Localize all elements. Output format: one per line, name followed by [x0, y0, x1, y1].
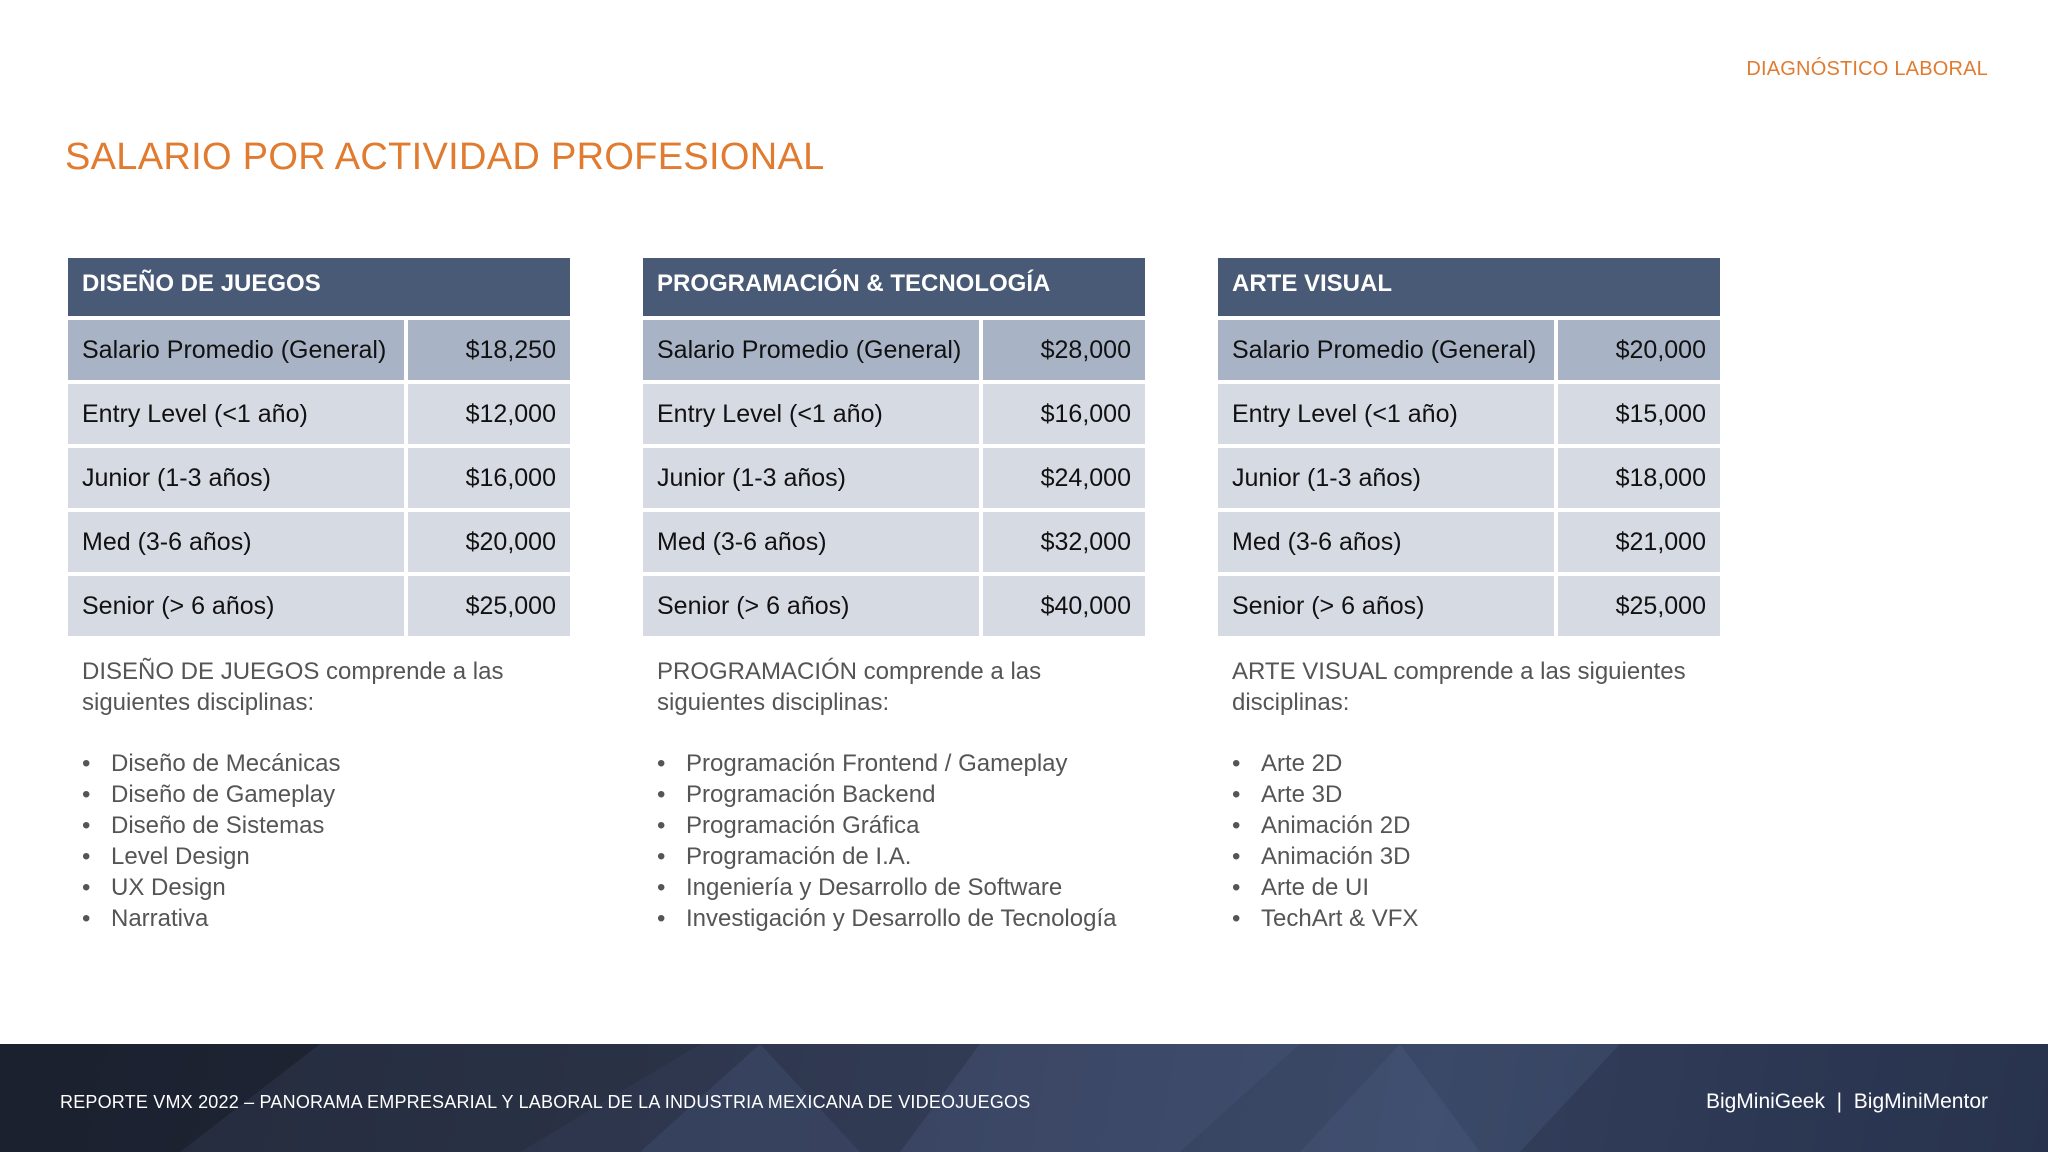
row-label: Med (3-6 años) — [1218, 512, 1554, 572]
row-value: $16,000 — [983, 384, 1145, 444]
list-item — [82, 841, 570, 872]
row-label: Salario Promedio (General) — [68, 320, 404, 380]
bullet-icon: • — [657, 905, 666, 932]
column-diseno-de-juegos — [68, 258, 570, 934]
list-item — [1232, 810, 1720, 841]
row-label: Med (3-6 años) — [643, 512, 979, 572]
list-item — [657, 810, 1145, 841]
bullet-icon: • — [1232, 781, 1241, 808]
report-title: REPORTE VMX 2022 – PANORAMA EMPRESARIAL Y LABORAL DE LA INDUSTRIA MEXICANA DE VIDEOJUEGOS — [60, 1092, 1031, 1112]
description-intro: DISEÑO DE JUEGOS comprende a las siguientes disciplinas: — [82, 658, 504, 716]
table-row — [1218, 448, 1720, 508]
list-item — [657, 748, 1145, 779]
bullet-icon: • — [1232, 812, 1241, 839]
row-value: $25,000 — [408, 576, 570, 636]
row-label: Junior (1-3 años) — [643, 448, 979, 508]
bullet-icon: • — [82, 781, 91, 808]
table-row — [1218, 576, 1720, 636]
column-arte-visual — [1218, 258, 1720, 934]
list-item — [82, 748, 570, 779]
row-value: $40,000 — [983, 576, 1145, 636]
bullet-icon: • — [82, 750, 91, 777]
table-row — [68, 512, 570, 572]
row-value: $20,000 — [408, 512, 570, 572]
table-row — [643, 576, 1145, 636]
bullet-icon: • — [1232, 750, 1241, 777]
row-label: Entry Level (<1 año) — [68, 384, 404, 444]
list-item-label: Investigación y Desarrollo de Tecnología — [686, 905, 1117, 932]
row-label: Junior (1-3 años) — [68, 448, 404, 508]
discipline-description — [643, 656, 1145, 934]
row-value: $15,000 — [1558, 384, 1720, 444]
list-item-label: Animación 3D — [1261, 843, 1411, 870]
bullet-icon: • — [1232, 874, 1241, 901]
list-item-label: Diseño de Mecánicas — [111, 750, 341, 777]
list-item — [657, 779, 1145, 810]
table-row — [1218, 512, 1720, 572]
row-value: $18,000 — [1558, 448, 1720, 508]
description-intro: PROGRAMACIÓN comprende a las siguientes disciplinas: — [657, 658, 1042, 716]
discipline-description — [68, 656, 570, 934]
bullet-icon: • — [82, 905, 91, 932]
row-label: Salario Promedio (General) — [643, 320, 979, 380]
bullet-icon: • — [82, 874, 91, 901]
list-item-label: Arte 2D — [1261, 750, 1343, 777]
list-item — [82, 779, 570, 810]
list-item-label: Diseño de Sistemas — [111, 812, 325, 839]
column-header: PROGRAMACIÓN & TECNOLOGÍA — [643, 258, 1145, 316]
bullet-icon: • — [657, 843, 666, 870]
list-item-label: Programación de I.A. — [686, 843, 912, 870]
list-item-label: Programación Gráfica — [686, 812, 920, 839]
list-item — [657, 903, 1145, 934]
column-programacion-tecnologia — [643, 258, 1145, 934]
row-value: $21,000 — [1558, 512, 1720, 572]
discipline-list — [657, 748, 1145, 934]
bullet-icon: • — [657, 781, 666, 808]
table-row — [68, 448, 570, 508]
list-item-label: Diseño de Gameplay — [111, 781, 336, 808]
list-item-label: Ingeniería y Desarrollo de Software — [686, 874, 1063, 901]
row-label: Med (3-6 años) — [68, 512, 404, 572]
table-row — [68, 320, 570, 380]
row-value: $25,000 — [1558, 576, 1720, 636]
row-label: Junior (1-3 años) — [1218, 448, 1554, 508]
bullet-icon: • — [657, 874, 666, 901]
list-item — [657, 841, 1145, 872]
table-row — [1218, 320, 1720, 380]
list-item — [1232, 872, 1720, 903]
table-row — [643, 448, 1145, 508]
bullet-icon: • — [657, 750, 666, 777]
list-item-label: Narrativa — [111, 905, 209, 932]
bullet-icon: • — [1232, 843, 1241, 870]
row-label: Entry Level (<1 año) — [643, 384, 979, 444]
page-title: SALARIO POR ACTIVIDAD PROFESIONAL — [65, 136, 825, 178]
list-item — [1232, 903, 1720, 934]
row-label: Senior (> 6 años) — [1218, 576, 1554, 636]
list-item-label: TechArt & VFX — [1261, 905, 1419, 932]
list-item — [657, 872, 1145, 903]
column-header: DISEÑO DE JUEGOS — [68, 258, 570, 316]
list-item-label: Animación 2D — [1261, 812, 1411, 839]
table-row — [68, 384, 570, 444]
table-row — [1218, 384, 1720, 444]
bullet-icon: • — [657, 812, 666, 839]
list-item — [82, 903, 570, 934]
brand-credit: BigMiniGeek | BigMiniMentor — [1705, 1090, 1988, 1113]
list-item — [82, 872, 570, 903]
list-item-label: Arte 3D — [1261, 781, 1343, 808]
list-item-label: UX Design — [111, 874, 226, 901]
discipline-description — [1218, 656, 1720, 934]
list-item-label: Programación Backend — [686, 781, 936, 808]
row-label: Senior (> 6 años) — [643, 576, 979, 636]
list-item — [1232, 779, 1720, 810]
discipline-list — [82, 748, 570, 934]
column-header: ARTE VISUAL — [1218, 258, 1720, 316]
list-item — [1232, 841, 1720, 872]
row-value: $32,000 — [983, 512, 1145, 572]
list-item-label: Level Design — [111, 843, 250, 870]
row-label: Senior (> 6 años) — [68, 576, 404, 636]
table-row — [643, 320, 1145, 380]
table-row — [643, 384, 1145, 444]
row-value: $24,000 — [983, 448, 1145, 508]
list-item — [1232, 748, 1720, 779]
row-label: Salario Promedio (General) — [1218, 320, 1554, 380]
list-item-label: Programación Frontend / Gameplay — [686, 750, 1068, 777]
discipline-list — [1232, 748, 1720, 934]
row-value: $12,000 — [408, 384, 570, 444]
footer-banner — [0, 1044, 2048, 1152]
bullet-icon: • — [82, 843, 91, 870]
row-value: $20,000 — [1558, 320, 1720, 380]
bullet-icon: • — [1232, 905, 1241, 932]
row-label: Entry Level (<1 año) — [1218, 384, 1554, 444]
table-row — [643, 512, 1145, 572]
row-value: $28,000 — [983, 320, 1145, 380]
description-intro: ARTE VISUAL comprende a las siguientes disciplinas: — [1232, 658, 1686, 716]
table-row — [68, 576, 570, 636]
list-item — [82, 810, 570, 841]
bullet-icon: • — [82, 812, 91, 839]
section-tag: DIAGNÓSTICO LABORAL — [1746, 58, 1988, 80]
row-value: $16,000 — [408, 448, 570, 508]
list-item-label: Arte de UI — [1261, 874, 1370, 901]
row-value: $18,250 — [408, 320, 570, 380]
